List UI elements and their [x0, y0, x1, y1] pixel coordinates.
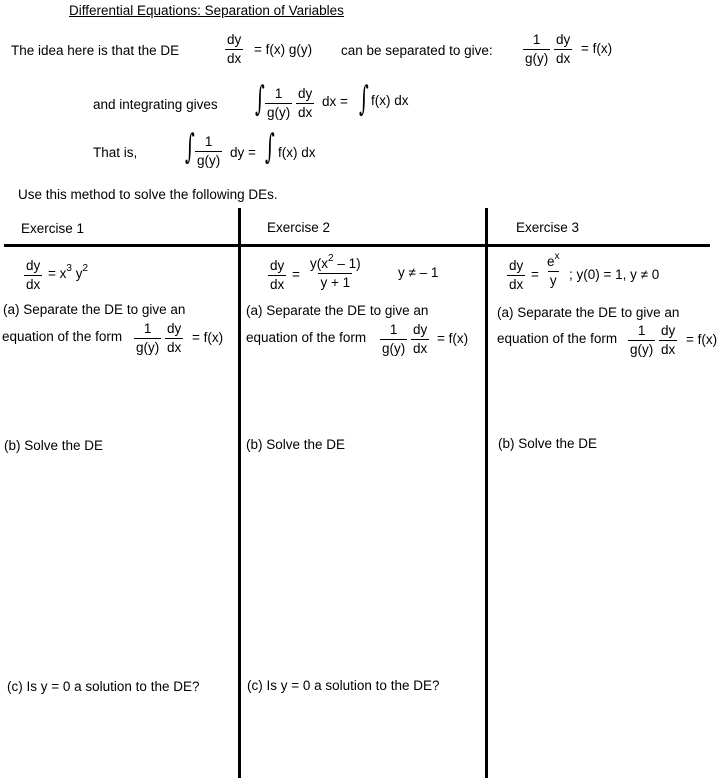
exercise-2-eq-fx: = f(x): [437, 331, 469, 346]
table-header-divider: [4, 244, 710, 247]
exercise-3-header: Exercise 3: [516, 220, 580, 235]
exercise-1-header: Exercise 1: [21, 221, 85, 236]
integrating-dx-eq: dx =: [322, 94, 348, 109]
dy-dx-fraction: $\frac{dy}{dx}$: [661, 323, 676, 357]
one-over-gy-fraction: $\frac{1}{g(y)}$: [197, 134, 221, 168]
that-is-dy-eq: dy =: [230, 145, 256, 160]
intro-rhs: = f(x) g(y): [254, 42, 313, 57]
one-over-gy-fraction: $\frac{1}{g(y)}$: [525, 32, 549, 66]
dy-dx-fraction: $\frac{dy}{dx}$: [556, 32, 571, 66]
exercise-1-part-a-form: equation of the form: [2, 329, 123, 344]
dy-dx-fraction: $\frac{dy}{dx}$: [167, 321, 182, 355]
exercise-2-part-b: (b) Solve the DE: [246, 437, 346, 452]
integral-sign-icon: ∫: [265, 127, 275, 167]
exercise-1-equation: = $x^3$ $y^2$: [48, 263, 89, 281]
one-over-gy-fraction: $\frac{1}{g(y)}$: [630, 323, 654, 357]
intro-text: The idea here is that the DE: [11, 43, 180, 58]
integral-sign-icon: ∫: [185, 127, 195, 167]
exercise-2-part-c: (c) Is y = 0 a solution to the DE?: [247, 678, 440, 693]
exercise-1-part-c: (c) Is y = 0 a solution to the DE?: [7, 679, 200, 694]
one-over-gy-fraction: $\frac{1}{g(y)}$: [267, 86, 291, 120]
page-title: Differential Equations: Separation of Variables: [69, 3, 344, 18]
dy-dx-fraction: $\frac{dy}{dx}$: [270, 258, 285, 292]
exercise-2-condition: y ≠ – 1: [398, 265, 439, 280]
exercise-2-rhs-fraction: $\frac{y(x^2 - 1)}{y + 1}$: [310, 253, 361, 290]
column-divider: [238, 208, 241, 778]
dy-dx-fraction: $\frac{dy}{dx}$: [413, 322, 428, 356]
integral-sign-icon: ∫: [255, 79, 265, 119]
exercise-2-part-a: (a) Separate the DE to give an: [246, 303, 429, 318]
exercise-3-eq-sign: =: [531, 267, 539, 282]
integrating-rhs: f(x) dx: [371, 93, 409, 108]
exercise-3-condition: ; y(0) = 1, y ≠ 0: [569, 267, 660, 282]
exercise-2-part-a-form: equation of the form: [246, 330, 367, 345]
exercise-3-eq-fx: = f(x): [686, 332, 718, 347]
instruction-text: Use this method to solve the following DEs.: [18, 187, 278, 202]
intro-eq-fx: = f(x): [581, 41, 613, 56]
dy-dx-fraction: $\frac{dy}{dx}$: [227, 32, 242, 66]
integral-sign-icon: ∫: [359, 79, 369, 119]
that-is-rhs: f(x) dx: [278, 145, 316, 160]
separated-text: can be separated to give:: [341, 43, 493, 58]
exercise-1-part-b: (b) Solve the DE: [4, 438, 104, 453]
exercise-1-part-a: (a) Separate the DE to give an: [3, 302, 186, 317]
dy-dx-fraction: $\frac{dy}{dx}$: [509, 258, 524, 292]
that-is-label: That is,: [93, 145, 138, 160]
exercise-3-rhs-fraction: $\frac{e^x}{y}$: [547, 251, 560, 288]
dy-dx-fraction: $\frac{dy}{dx}$: [26, 258, 41, 292]
dy-dx-fraction: $\frac{dy}{dx}$: [298, 86, 313, 120]
exercise-3-part-a: (a) Separate the DE to give an: [497, 305, 680, 320]
exercise-3-part-a-form: equation of the form: [497, 331, 618, 346]
exercise-1-eq-fx: = f(x): [192, 330, 224, 345]
column-divider: [485, 208, 488, 778]
exercise-2-eq-sign: =: [292, 267, 300, 282]
exercise-2-header: Exercise 2: [267, 220, 331, 235]
exercise-3-part-b: (b) Solve the DE: [498, 436, 598, 451]
integrating-label: and integrating gives: [93, 97, 218, 112]
one-over-gy-fraction: $\frac{1}{g(y)}$: [136, 321, 160, 355]
one-over-gy-fraction: $\frac{1}{g(y)}$: [382, 322, 406, 356]
